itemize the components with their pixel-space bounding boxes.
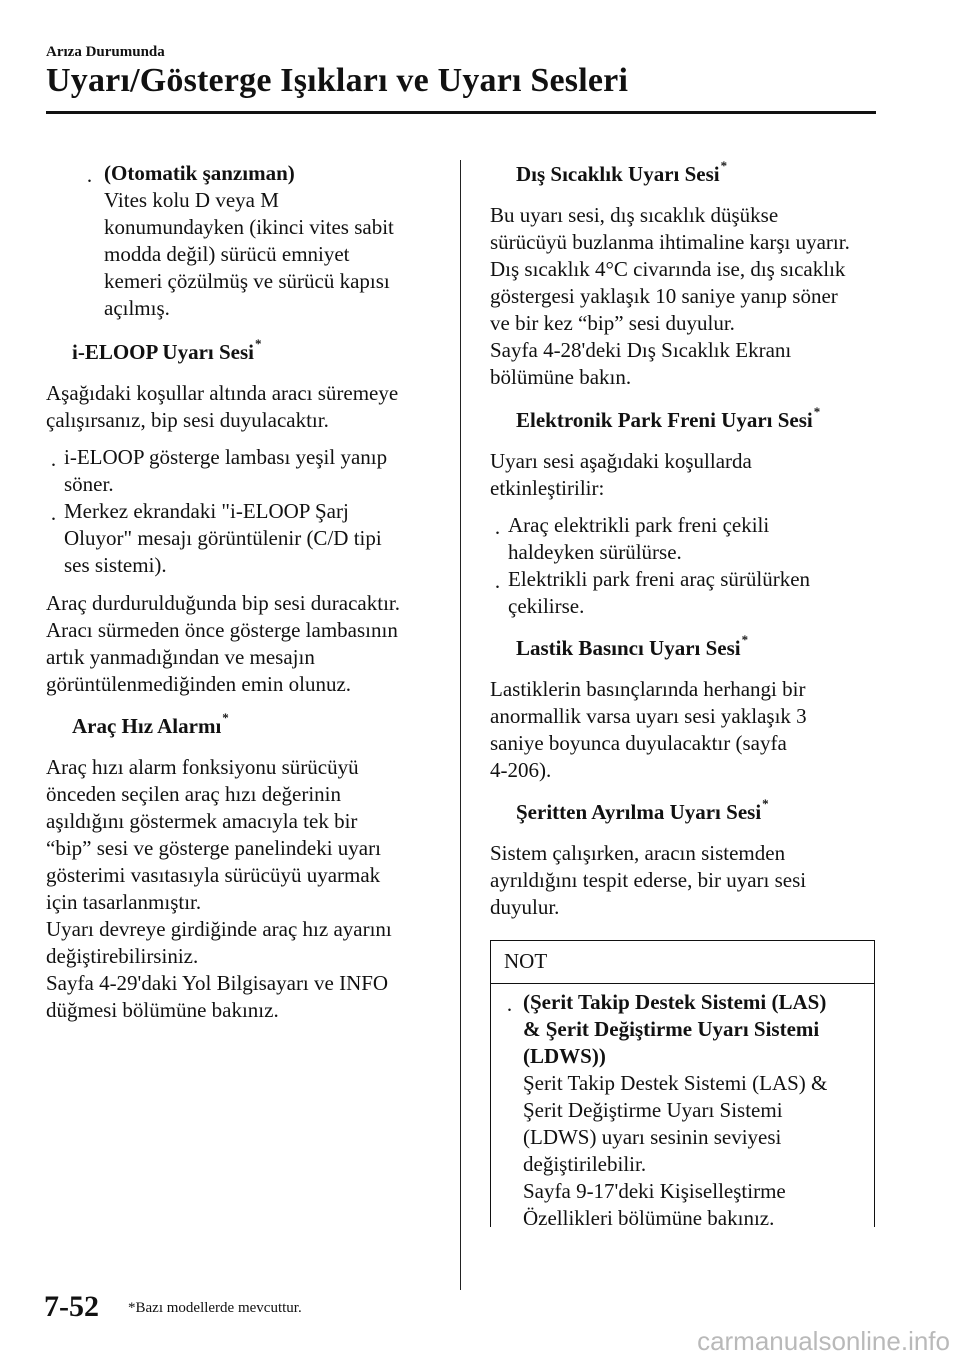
text-line: saniye boyunca duyulacaktır (sayfa <box>490 731 787 755</box>
availability-mark: * <box>255 336 262 351</box>
text-line: Sayfa 4-28'deki Dış Sıcaklık Ekranı <box>490 338 792 362</box>
text-line: konumundayken (ikinci vites sabit <box>104 215 394 239</box>
availability-mark: * <box>222 710 229 725</box>
watermark: carmanualsonline.info <box>697 1326 950 1356</box>
text-line: duyulur. <box>490 895 560 919</box>
text-line: Aşağıdaki koşullar altında aracı süremeye <box>46 381 399 405</box>
page-title: Uyarı/Gösterge Işıkları ve Uyarı Sesleri <box>46 62 629 99</box>
text-line: ses sistemi). <box>64 553 167 577</box>
text-line: haldeyken sürülürse. <box>508 540 682 564</box>
availability-mark: * <box>813 404 821 419</box>
text-line: sürücüyü buzlanma ihtimaline karşı uyarır. <box>490 230 850 254</box>
note-content <box>523 989 827 1232</box>
tire-pressure-heading <box>516 632 749 661</box>
auto-transmission-item <box>104 160 394 322</box>
availability-mark: * <box>720 158 728 173</box>
text-line: (LDWS) uyarı sesinin seviyesi <box>523 1125 782 1149</box>
eloop-outro <box>46 590 400 698</box>
text-line: artık yanmadığından ve mesajın <box>46 645 315 669</box>
availability-mark: * <box>762 796 769 811</box>
text-line: ayrıldığını tespit ederse, bir uyarı sesi <box>490 868 807 892</box>
text-line: söner. <box>64 472 114 496</box>
epb-heading <box>516 404 821 433</box>
speed-alarm-heading <box>72 710 229 739</box>
eloop-bullet-2 <box>64 498 382 579</box>
text-line: gösterimi vasıtasıyla sürücüyü uyarmak <box>46 863 381 887</box>
heading-text: Araç Hız Alarmı <box>72 714 222 738</box>
text-line: “bip” sesi ve gösterge panelindeki uyarı <box>46 836 381 860</box>
text-line: Sistem çalışırken, aracın sistemden <box>490 841 786 865</box>
text-line: Sayfa 9-17'deki Kişiselleştirme <box>523 1179 786 1203</box>
speed-alarm-body <box>46 754 392 1024</box>
text-line: bölümüne bakın. <box>490 365 632 389</box>
text-line: göstergesi yaklaşık 10 saniye yanıp söner <box>490 284 838 308</box>
text-line: Araç durdurulduğunda bip sesi duracaktır. <box>46 591 400 615</box>
bullet-icon: · <box>86 169 93 193</box>
epb-intro <box>490 448 752 502</box>
page-number: 7-52 <box>44 1290 99 1323</box>
heading-text: Dış Sıcaklık Uyarı Sesi <box>516 162 720 186</box>
text-line: çalışırsanız, bip sesi duyulacaktır. <box>46 408 329 432</box>
bullet-icon: · <box>506 998 513 1022</box>
text-line: Aracı sürmeden önce gösterge lambasının <box>46 618 398 642</box>
text-line: kemeri çözülmüş ve sürücü kapısı <box>104 269 390 293</box>
text-line: Dış sıcaklık 4°C civarında ise, dış sıcaklık <box>490 257 846 281</box>
text-line: Merkez ekrandaki "i-ELOOP Şarj <box>64 499 349 523</box>
heading-text: Lastik Basıncı Uyarı Sesi <box>516 636 741 660</box>
note-title-line: (Şerit Takip Destek Sistemi (LAS) <box>523 990 827 1014</box>
eloop-intro <box>46 380 398 434</box>
text-line: ve bir kez “bip” sesi duyulur. <box>490 311 735 335</box>
text-line: aşıldığını göstermek amacıyla tek bir <box>46 809 358 833</box>
outside-temp-heading <box>516 158 728 187</box>
lane-departure-body <box>490 840 806 921</box>
text-line: modda değil) sürücü emniyet <box>104 242 350 266</box>
heading-text: Elektronik Park Freni Uyarı Sesi <box>516 408 813 432</box>
bullet-icon: · <box>50 453 57 477</box>
outside-temp-body <box>490 202 850 391</box>
text-line: Lastiklerin basınçlarında herhangi bir <box>490 677 806 701</box>
heading-text: i-ELOOP Uyarı Sesi <box>72 340 255 364</box>
text-line: Araç hızı alarm fonksiyonu sürücüyü <box>46 755 359 779</box>
text-line: Vites kolu D veya M <box>104 188 279 212</box>
text-line: Uyarı sesi aşağıdaki koşullarda <box>490 449 752 473</box>
eloop-heading <box>72 336 262 365</box>
text-line: önceden seçilen araç hızı değerinin <box>46 782 342 806</box>
note-header <box>490 941 875 984</box>
text-line: Araç elektrikli park freni çekili <box>508 513 770 537</box>
note-label: NOT <box>504 949 548 973</box>
text-line: Sayfa 4-29'daki Yol Bilgisayarı ve INFO <box>46 971 389 995</box>
text-line: Şerit Takip Destek Sistemi (LAS) & <box>523 1071 828 1095</box>
text-line: etkinleştirilir: <box>490 476 605 500</box>
text-line: Özellikleri bölümüne bakınız. <box>523 1206 775 1230</box>
eloop-bullet-1 <box>64 444 387 498</box>
text-line: düğmesi bölümüne bakınız. <box>46 998 279 1022</box>
text-line: değiştirebilirsiniz. <box>46 944 199 968</box>
epb-bullet-1 <box>508 512 769 566</box>
text-line: Uyarı devreye girdiğinde araç hız ayarını <box>46 917 392 941</box>
bullet-icon: · <box>494 521 501 545</box>
text-line: Şerit Değiştirme Uyarı Sistemi <box>523 1098 783 1122</box>
text-line: Elektrikli park freni araç sürülürken <box>508 567 811 591</box>
text-line: i-ELOOP gösterge lambası yeşil yanıp <box>64 445 388 469</box>
epb-bullet-2 <box>508 566 810 620</box>
text-line: çekilirse. <box>508 594 585 618</box>
note-title-line: (LDWS)) <box>523 1044 606 1068</box>
auto-transmission-title: (Otomatik şanzıman) <box>104 161 295 185</box>
availability-mark: * <box>741 632 749 647</box>
text-line: değiştirilebilir. <box>523 1152 647 1176</box>
title-divider <box>46 111 876 114</box>
note-box <box>490 940 875 1230</box>
note-title-line: & Şerit Değiştirme Uyarı Sistemi <box>523 1017 820 1041</box>
column-divider <box>460 160 461 1290</box>
text-line: için tasarlanmıştır. <box>46 890 202 914</box>
text-line: Oluyor" mesajı görüntülenir (C/D tipi <box>64 526 382 550</box>
tire-pressure-body <box>490 676 807 784</box>
heading-text: Şeritten Ayrılma Uyarı Sesi <box>516 800 762 824</box>
text-line: 4-206). <box>490 758 552 782</box>
bullet-icon: · <box>494 575 501 599</box>
text-line: anormallik varsa uyarı sesi yaklaşık 3 <box>490 704 807 728</box>
lane-departure-heading <box>516 796 769 825</box>
bullet-icon: · <box>50 507 57 531</box>
text-line: görüntülenmediğinden emin olunuz. <box>46 672 352 696</box>
section-label: Arıza Durumunda <box>46 44 165 60</box>
footnote: *Bazı modellerde mevcuttur. <box>128 1300 302 1316</box>
text-line: açılmış. <box>104 296 170 320</box>
text-line: Bu uyarı sesi, dış sıcaklık düşükse <box>490 203 779 227</box>
